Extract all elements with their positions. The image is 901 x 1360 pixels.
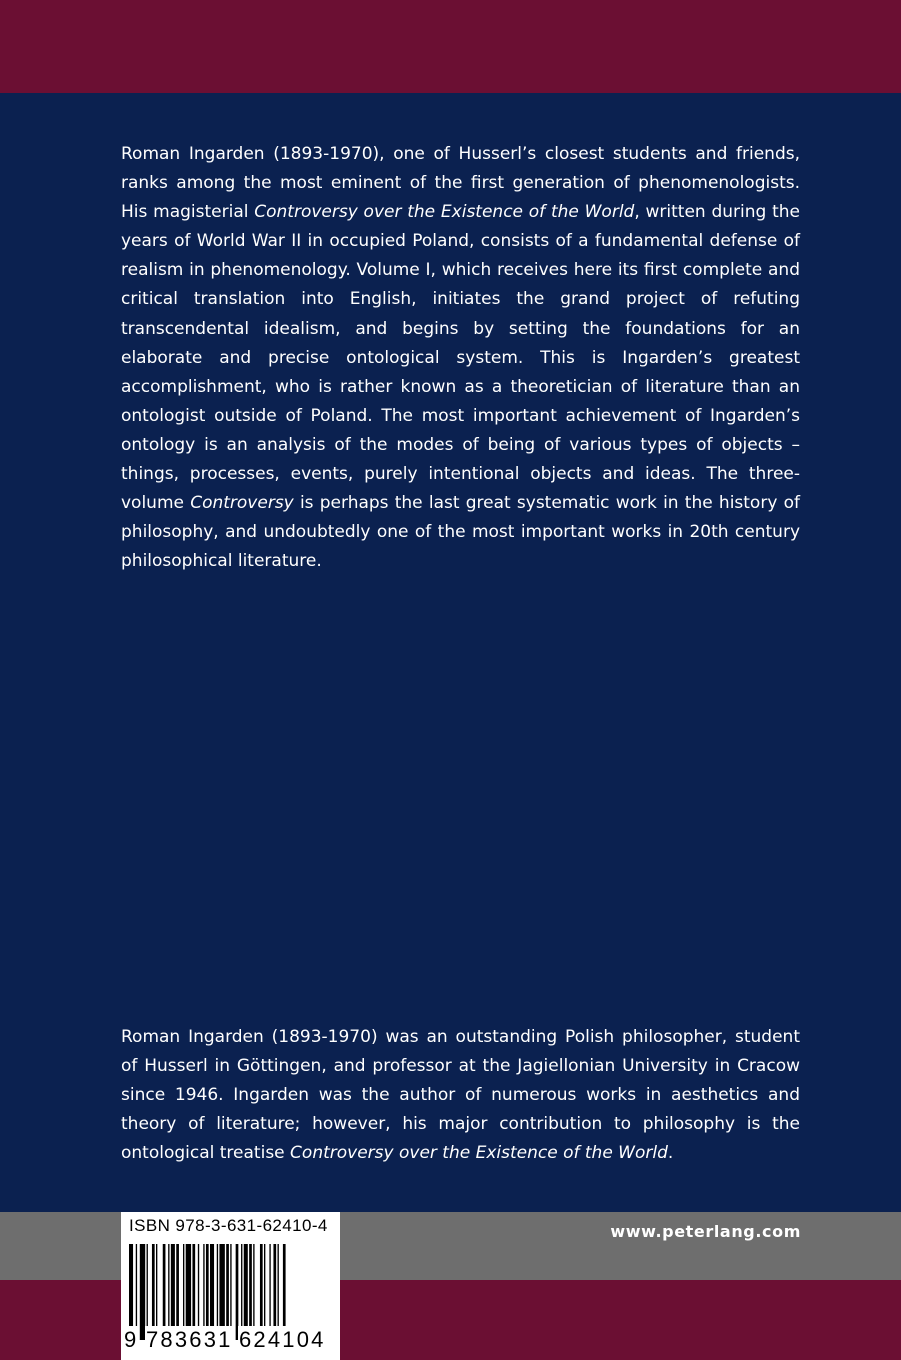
bio-text-2: . [667, 1143, 674, 1164]
bio-title-italic: Controversy over the Existence of the World [290, 1143, 668, 1164]
author-bio [121, 1023, 800, 1168]
barcode-right-group: 624104 [239, 1327, 326, 1352]
book-title-italic: Controversy over the Existence of the World [254, 202, 635, 223]
description-text-3: is perhaps the last great systematic work in the history of philosophy, and undoubtedly one of the most important works in 20th century philosophical literature. [121, 493, 800, 572]
publisher-url: www.peterlang.com [610, 1222, 801, 1241]
description-text-1: Roman Ingarden (1893-1970), one of Husserl’s closest students and friends, ranks among the most eminent of the first generation of phenomenologists. His magisterial [121, 144, 800, 223]
barcode-first-digit: 9 [124, 1327, 139, 1352]
barcode-digits [121, 1326, 340, 1360]
book-description [121, 140, 800, 576]
isbn-label: ISBN 978-3-631-62410-4 [129, 1216, 328, 1235]
barcode-left-group: 783631 [146, 1327, 233, 1352]
bio-text-1: Roman Ingarden (1893-1970) was an outstanding Polish philosopher, student of Husserl in Göttingen, and professor at the Jagiellonian University in Cracow since 1946. Ingarden was the author of numerous works in aesthetics and theory of literature; however, his major contribution to philosophy is the ontological treatise [121, 1027, 800, 1164]
short-title-italic: Controversy [190, 493, 294, 514]
isbn-barcode-box [121, 1212, 340, 1360]
description-text-2: , written during the years of World War II in occupied Poland, consists of a fundamental defense of realism in phenomenology. Volume I, which receives here its first complete and critical translation into English, initiates the grand project of refuting transcendental idealism, and begins by setting the foundations for an elaborate and precise ontological system. This is Ingarden’s greatest accomplishment, who is rather known as a theoretician of literature than an ontologist outside of Poland. The most important achievement of Ingarden’s ontology is an analysis of the modes of being of various types of objects – things, processes, events, purely intentional objects and ideas. The three-volume [121, 202, 801, 514]
top-color-band [0, 0, 901, 93]
